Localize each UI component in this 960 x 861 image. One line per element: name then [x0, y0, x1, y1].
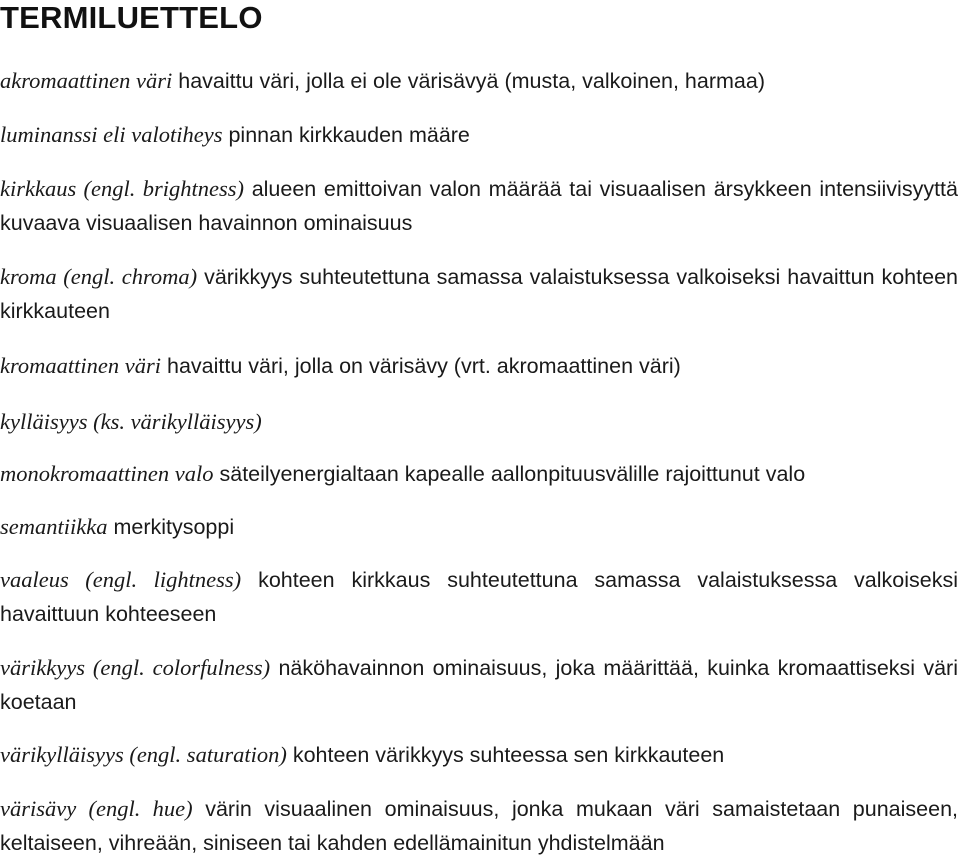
entry-term: semantiikka — [0, 514, 108, 539]
entry-term: värikylläisyys (engl. saturation) — [0, 742, 287, 767]
entry-term: värikkyys (engl. colorfulness) — [0, 655, 271, 680]
entry-term: kromaattinen väri — [0, 353, 162, 378]
glossary-entry — [0, 349, 958, 383]
entry-definition: värin visuaalinen ominaisuus, jonka mukaan väri samaistetaan punaiseen, keltaiseen, vihreään, siniseen tai kahden edellämainitun yhdistelmään — [0, 797, 959, 855]
glossary-entry — [0, 457, 958, 491]
glossary-entry — [0, 405, 958, 439]
entry-definition: kohteen kirkkaus suhteutettuna samassa valaistuksessa valkoiseksi havaittuun kohteeseen — [0, 568, 958, 626]
glossary-entry — [0, 172, 958, 240]
entry-term: luminanssi eli valotiheys — [0, 122, 223, 147]
entry-term: kroma (engl. chroma) — [0, 264, 198, 289]
entry-definition: alueen emittoivan valon määrää tai visuaalisen ärsykkeen intensiivisyyttä kuvaava visuaalisen havainnon ominaisuus — [0, 177, 958, 235]
glossary-entry — [0, 64, 958, 98]
entry-term: vaaleus (engl. lightness) — [0, 567, 242, 592]
entry-term: kirkkaus (engl. brightness) — [0, 176, 244, 201]
glossary-entry — [0, 563, 958, 631]
entry-definition: värikkyys suhteutettuna samassa valaistuksessa valkoiseksi havaittun kohteen kirkkauteen — [0, 265, 958, 323]
entry-definition: merkitysoppi — [113, 515, 235, 539]
glossary-entry — [0, 118, 958, 152]
entry-definition: havaittu väri, jolla ei ole värisävyä (musta, valkoinen, harmaa) — [178, 69, 765, 93]
glossary-entry — [0, 651, 958, 719]
glossary-entry — [0, 510, 958, 544]
entry-term: monokromaattinen valo — [0, 461, 214, 486]
entry-definition: kohteen värikkyys suhteessa sen kirkkauteen — [292, 743, 725, 767]
entry-term: akromaattinen väri — [0, 68, 173, 93]
glossary-entry — [0, 260, 958, 328]
entry-definition: näköhavainnon ominaisuus, joka määrittää, kuinka kromaattiseksi väri koetaan — [0, 656, 958, 714]
entry-definition: havaittu väri, jolla on värisävy (vrt. akromaattinen väri) — [167, 354, 681, 378]
glossary-entry — [0, 792, 958, 860]
glossary-entry — [0, 738, 958, 772]
entry-term: värisävy (engl. hue) — [0, 796, 193, 821]
entry-definition: pinnan kirkkauden määre — [228, 123, 470, 147]
entry-definition: säteilyenergialtaan kapealle aallonpituusvälille rajoittunut valo — [219, 462, 806, 486]
entry-term: kylläisyys (ks. värikylläisyys) — [0, 409, 262, 434]
page-title: TERMILUETTELO — [0, 0, 263, 35]
